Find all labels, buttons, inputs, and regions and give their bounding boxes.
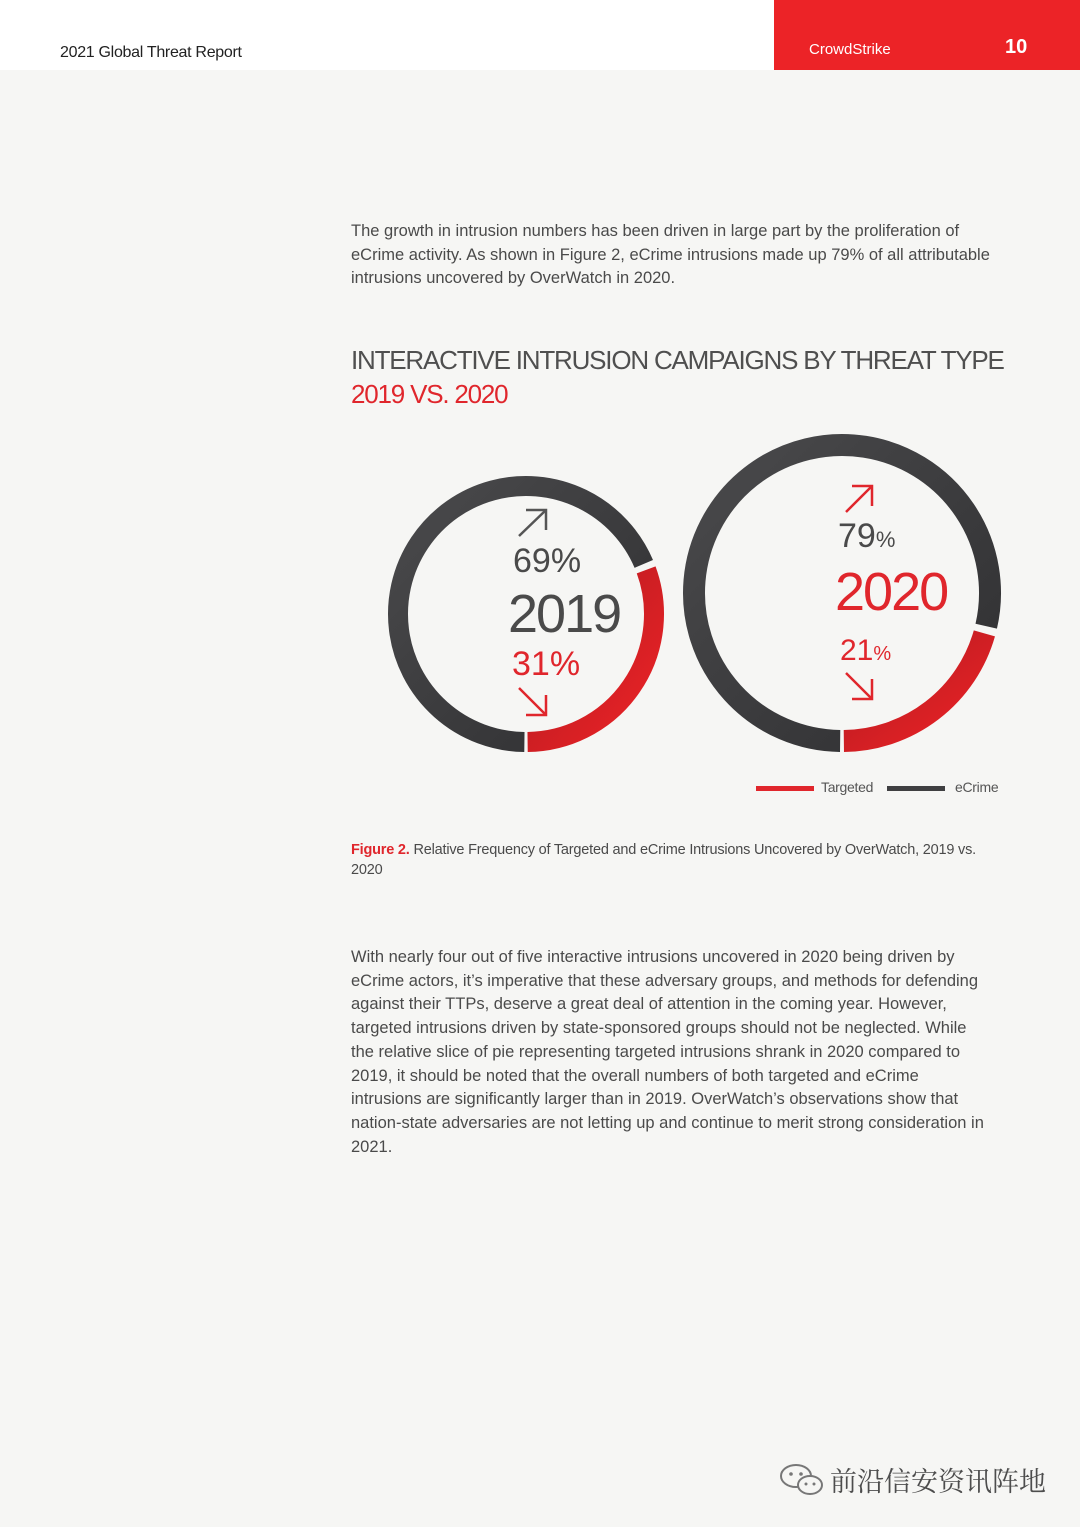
intro-paragraph: The growth in intrusion numbers has been driven in large part by the proliferation of eCrime activity. As shown in Figure 2, eCrime intrusions made up 79% of all attributable intrusions uncovered by OverWatch in 2020. bbox=[351, 222, 990, 288]
chart-title: INTERACTIVE INTRUSION CAMPAIGNS BY THREAT TYPE bbox=[351, 345, 1004, 375]
report-title: 2021 Global Threat Report bbox=[60, 44, 242, 61]
arrow-down-icon bbox=[519, 688, 546, 715]
page-number: 10 bbox=[1005, 36, 1028, 58]
watermark-text: 前沿信安资讯阵地 bbox=[830, 1467, 1046, 1498]
wechat-icon bbox=[778, 1462, 826, 1498]
body-paragraph: With nearly four out of five interactive intrusions uncovered in 2020 being driven by eCrime actors, it’s imperative that these adversary groups, and methods for defending against their TTPs, deserve a great deal of attention in the coming year. However, targeted intrusions driven by state-sponsored groups should not be neglected. While the relative slice of pie representing targeted intrusions shrank in 2020 compared to 2019, it should be noted that the overall numbers of both targeted and eCrime intrusions are significantly larger than in 2019. OverWatch’s observations show that nation-state adversaries are not letting up and continue to merit strong consideration in 2021. bbox=[351, 948, 984, 1156]
legend-label-targeted: Targeted bbox=[821, 779, 874, 795]
arrow-up-icon bbox=[519, 510, 546, 536]
chart-subtitle: 2019 VS. 2020 bbox=[351, 379, 508, 409]
page-header bbox=[0, 0, 1080, 70]
arrow-down-icon bbox=[846, 673, 872, 699]
arrow-up-icon bbox=[846, 486, 872, 512]
figure-caption bbox=[351, 840, 1001, 880]
donut-charts bbox=[380, 430, 1020, 760]
ecrime-pct-2020: 79% bbox=[838, 517, 896, 555]
year-2019: 2019 bbox=[508, 584, 621, 644]
figure-caption-text: Relative Frequency of Targeted and eCrime Intrusions Uncovered by OverWatch, 2019 vs. 2020 bbox=[351, 842, 976, 878]
legend-swatch-ecrime bbox=[887, 786, 945, 791]
brand-block bbox=[774, 0, 1080, 70]
legend-label-ecrime: eCrime bbox=[955, 779, 999, 795]
brand-name: CrowdStrike bbox=[809, 41, 891, 58]
year-2020: 2020 bbox=[835, 562, 948, 622]
figure-label: Figure 2. bbox=[351, 842, 410, 858]
targeted-pct-2020: 21% bbox=[840, 634, 892, 667]
targeted-pct-2019: 31% bbox=[512, 645, 581, 683]
ecrime-pct-2019: 69% bbox=[513, 542, 582, 580]
legend-swatch-targeted bbox=[756, 786, 814, 791]
